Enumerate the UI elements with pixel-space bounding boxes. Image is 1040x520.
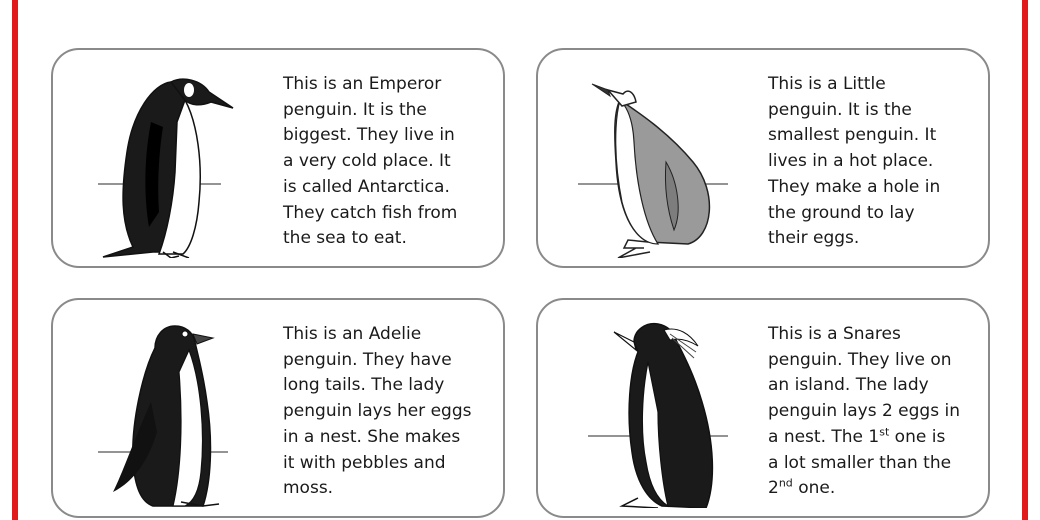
text-line: a lot smaller than the — [768, 452, 952, 473]
text-line: penguin. They live on — [768, 349, 952, 370]
text-line: They make a hole in — [768, 176, 941, 197]
text-line: penguin lays her eggs — [283, 401, 472, 422]
text-line: moss. — [283, 478, 334, 499]
card-snares-penguin — [536, 298, 990, 518]
text-line: it with pebbles and — [283, 452, 446, 473]
text-line: is called Antarctica. — [283, 176, 450, 197]
card-adelie-penguin — [51, 298, 505, 518]
ordinal-superscript: nd — [778, 476, 793, 490]
card-little-penguin — [536, 48, 990, 268]
text-line: This is a Snares — [768, 324, 901, 344]
text-line: This is an Emperor — [283, 74, 442, 94]
text-fragment: 2 — [768, 478, 779, 499]
text-line: penguin. It is the — [283, 99, 427, 120]
text-line: This is a Little — [768, 74, 886, 94]
top-cropped-text — [30, 0, 1010, 9]
text-line: biggest. They live in — [283, 125, 455, 146]
text-line: in a nest. She makes — [283, 426, 461, 447]
adelie-penguin-icon — [93, 312, 243, 508]
emperor-penguin-icon — [93, 62, 243, 258]
text-line — [768, 425, 978, 451]
red-frame-left — [12, 0, 18, 520]
text-line: They catch fish from — [283, 202, 458, 223]
little-penguin-icon — [578, 62, 728, 258]
text-fragment: one is — [889, 426, 946, 447]
emperor-description — [283, 72, 493, 252]
text-line: lives in a hot place. — [768, 151, 934, 172]
text-line: smallest penguin. It — [768, 125, 937, 146]
text-line: the ground to lay — [768, 202, 915, 223]
text-line: penguin. They have — [283, 349, 452, 370]
text-fragment: a nest. The 1 — [768, 426, 880, 447]
adelie-description — [283, 322, 493, 502]
text-line: the sea to eat. — [283, 228, 407, 249]
snares-penguin-icon — [578, 312, 728, 508]
text-line: their eggs. — [768, 228, 860, 249]
text-line: a very cold place. It — [283, 151, 451, 172]
little-description — [768, 72, 978, 252]
text-line: an island. The lady — [768, 375, 929, 396]
text-line: penguin. It is the — [768, 99, 912, 120]
text-fragment: one. — [792, 478, 836, 499]
text-line: long tails. The lady — [283, 375, 445, 396]
snares-description — [768, 322, 978, 502]
text-line: This is an Adelie — [283, 324, 422, 344]
text-line: penguin lays 2 eggs in — [768, 401, 960, 422]
ordinal-superscript: st — [879, 425, 890, 439]
red-frame-right — [1022, 0, 1028, 520]
card-emperor-penguin — [51, 48, 505, 268]
text-line — [768, 476, 978, 502]
